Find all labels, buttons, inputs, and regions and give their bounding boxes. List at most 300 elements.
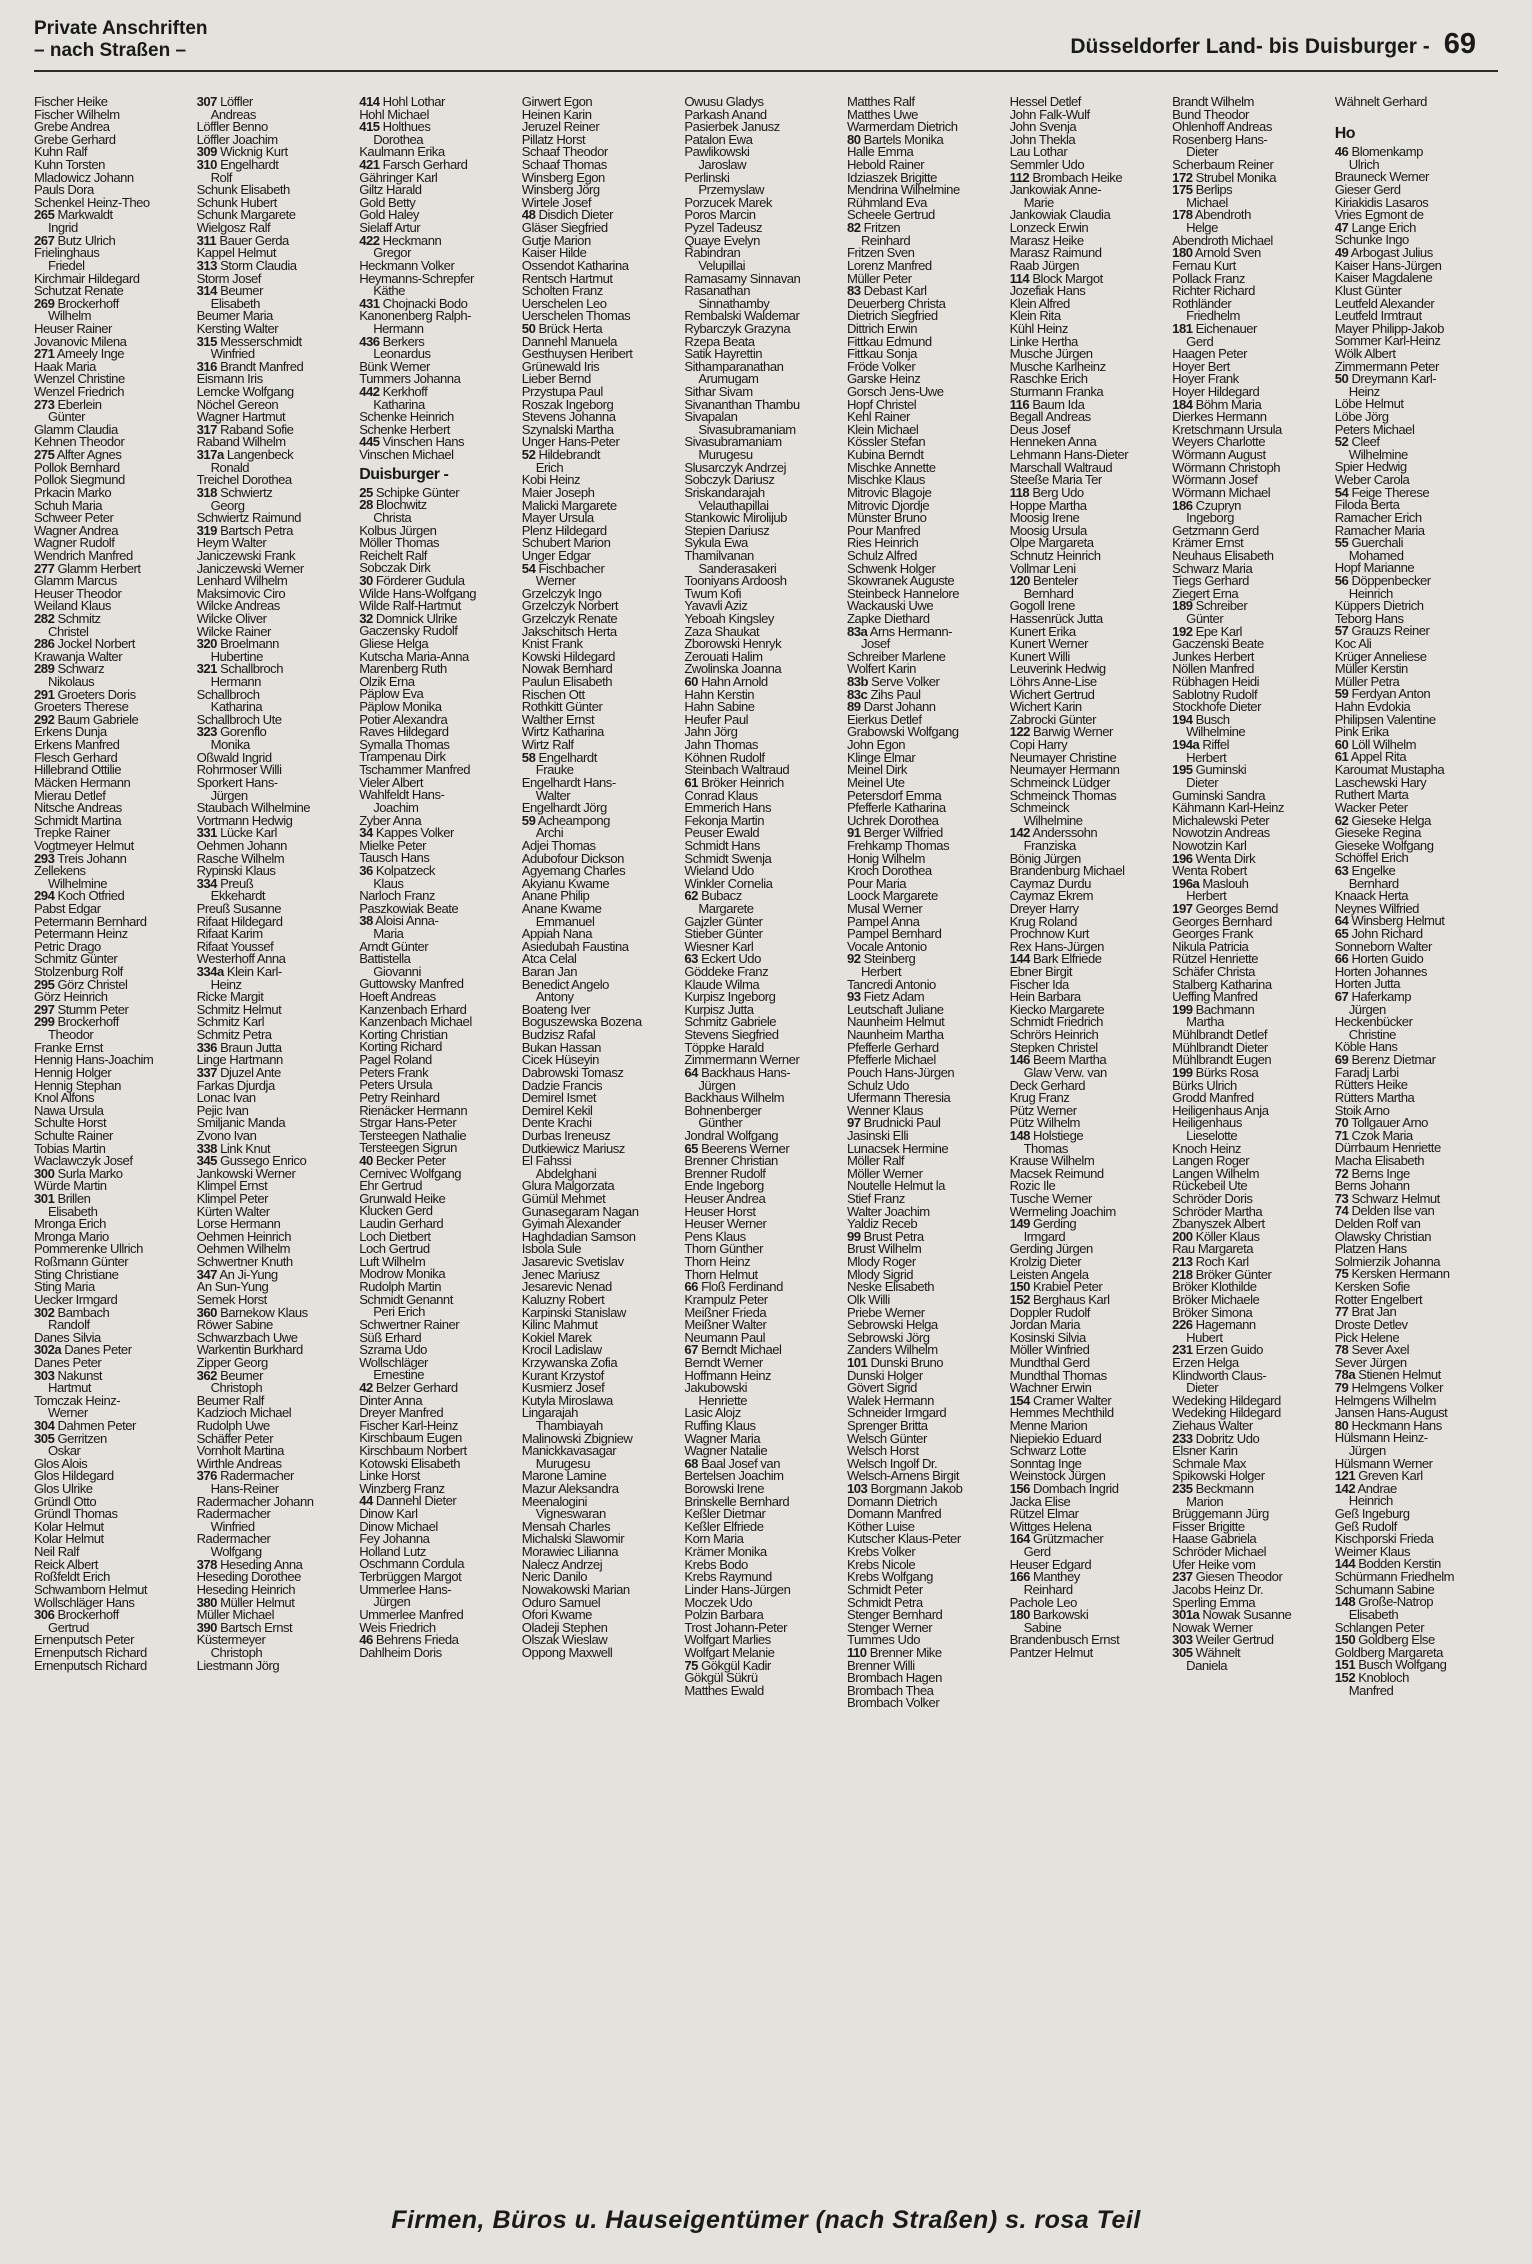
house-entry: 282 Schmitz [34,610,101,626]
entry-continuation: Manfred [1348,1682,1394,1698]
entry-continuation: Reinhard [1023,1581,1073,1597]
resident-entry: Nowak Bernhard [521,661,613,677]
entry-continuation: Velauthapillai [698,497,769,513]
directory-column [522,96,685,2181]
resident-entry: Ofori Kwame [521,1607,592,1623]
resident-entry: Schenkel Heinz-Theo [34,194,150,210]
resident-entry: Hohl Michael [359,106,429,122]
resident-entry: Wähnelt Gerhard [1334,96,1427,109]
house-entry: 50 Dreymann Karl- [1334,371,1437,387]
resident-entry: Storm Josef [196,270,261,286]
resident-entry: Löbe Jörg [1334,409,1389,425]
resident-entry: Wahlfeldt Hans- [359,787,445,803]
house-entry: 61 Appel Rita [1334,749,1407,765]
resident-entry: Nikula Patricia [1172,938,1249,954]
resident-entry: Eierkus Detlef [846,711,922,727]
resident-entry: Junkes Herbert [1172,648,1254,664]
resident-entry: Stenger Werner [846,1619,933,1635]
house-number: 172 [1172,169,1193,185]
resident-entry: Dierkes Hermann [1172,409,1267,425]
entry-continuation: Christa [373,509,412,525]
resident-entry: Semmler Udo [1009,157,1085,173]
resident-entry: Grebe Gerhard [34,131,116,147]
house-entry: 301a Nowak Susanne [1172,1607,1292,1623]
house-entry: 303 Nakunst [34,1367,103,1383]
resident-entry: Dreyer Manfred [359,1405,444,1421]
resident-entry: Löffler Joachim [196,131,278,147]
house-entry: 200 Köller Klaus [1172,1228,1260,1244]
resident-entry: Philipsen Valentine [1334,711,1436,727]
house-number: 110 [846,1644,867,1660]
house-number: 121 [1334,1468,1356,1484]
resident-entry: Rohrmoser Willi [196,762,282,778]
house-entry: 63 Engelke [1334,862,1396,878]
house-number: 314 [196,283,217,299]
entry-continuation: Murugesu [535,1455,591,1471]
resident-entry: Kunert Willi [1009,648,1070,664]
resident-entry: Richter Richard [1172,283,1255,299]
resident-entry: Naunheim Martha [846,1027,944,1043]
resident-entry: Weis Friedrich [359,1619,436,1635]
resident-entry: Quaye Evelyn [684,232,760,248]
house-number: 442 [359,384,380,400]
house-entry: 306 Brockerhoff [34,1607,119,1623]
resident-entry: Kobi Heinz [521,472,581,488]
resident-entry: Rienäcker Hermann [359,1102,468,1118]
house-entry: 54 Fischbacher [521,560,605,576]
resident-entry: Peters Ursula [359,1077,433,1093]
resident-entry: Winsberg Egon [521,169,605,185]
resident-entry: Nowak Werner [1172,1619,1253,1635]
house-entry: 267 Butz Ulrich [34,232,116,248]
house-entry: 302 Bambach [34,1304,110,1320]
resident-entry: Schulte Rainer [34,1127,113,1143]
resident-entry: Weimer Klaus [1334,1543,1411,1559]
resident-entry: Ernenputsch Richard [34,1657,147,1673]
resident-entry: Brombach Volker [846,1695,940,1711]
resident-entry: Hahn Evdokia [1334,699,1411,715]
entry-continuation: Hermann [373,320,424,336]
house-entry: 121 Greven Karl [1334,1468,1423,1484]
house-number: 310 [196,157,217,173]
house-number: 156 [1009,1481,1030,1497]
resident-entry: Dinow Karl [359,1506,418,1522]
resident-entry: Wachner Erwin [1009,1380,1092,1396]
resident-entry: Lingarajah [521,1405,578,1421]
entry-continuation: Jürgen [373,1594,411,1610]
house-number: 334 [196,875,217,891]
resident-entry: Vogtmeyer Helmut [34,837,134,853]
resident-entry: Schürmann Friedhelm [1334,1569,1455,1585]
resident-entry: Kadzioch Michael [196,1405,292,1421]
resident-entry: Dannehl Manuela [521,333,617,349]
house-number: 93 [846,989,861,1005]
house-number: 80 [1334,1417,1349,1433]
resident-entry: Welsch Günter [846,1430,927,1446]
resident-entry: Gümül Mehmet [521,1191,606,1207]
resident-entry: Tausch Hans [359,850,430,866]
house-number: 52 [521,447,536,463]
house-entry: 148 Große-Natrop [1334,1594,1434,1610]
house-entry: 334 Preuß [196,875,254,891]
house-entry: 181 Eichenauer [1172,320,1257,336]
entry-continuation: Gertrud [48,1619,89,1635]
resident-entry: Erkens Manfred [34,737,120,753]
resident-entry: Nawa Ursula [34,1102,104,1118]
resident-entry: Dunski Holger [846,1367,923,1383]
resident-entry: Brenner Rudolf [684,1165,766,1181]
house-number: 265 [34,207,55,223]
house-entry: 300 Surla Marko [34,1165,123,1181]
resident-entry: Neumann Paul [684,1329,765,1345]
resident-entry: Grzelczyk Ingo [521,585,602,601]
resident-entry: Hemmes Mechthild [1009,1405,1114,1421]
house-number: 65 [684,1140,698,1156]
resident-entry: Petersdorf Emma [846,787,942,803]
resident-entry: Kersting Walter [196,320,279,336]
entry-continuation: Heinz [1348,383,1380,399]
resident-entry: Winzberg Franz [359,1480,445,1496]
resident-entry: Mayer Ursula [521,510,594,526]
resident-entry: Agyemang Charles [521,863,626,879]
resident-entry: Gövert Sigrid [846,1380,917,1396]
resident-entry: Gesthuysen Heribert [521,346,633,362]
resident-entry: Adubofour Dickson [521,850,624,866]
entry-continuation: Dieter [1186,774,1219,790]
house-number: 301a [1172,1607,1200,1623]
entry-continuation: Hartmut [48,1380,92,1396]
resident-entry: Wirtele Josef [521,194,591,210]
resident-entry: Kunert Erika [1009,623,1076,639]
entry-continuation: Winfried [210,1518,255,1534]
resident-entry: Mierau Detlef [34,787,106,803]
resident-entry: Waclawczyk Josef [34,1153,133,1169]
resident-entry: Deus Josef [1009,421,1071,437]
house-number: 46 [359,1632,373,1648]
resident-entry: Yaldiz Receb [846,1216,918,1232]
resident-entry: Macha Elisabeth [1334,1152,1425,1168]
resident-entry: Kutscha Maria-Anna [359,648,469,664]
resident-entry: Gyimah Alexander [521,1216,621,1232]
resident-entry: Petermann Heinz [34,926,128,942]
entry-continuation: Werner [535,573,576,589]
resident-entry: Löhrs Anne-Lise [1009,674,1097,690]
resident-entry: Ummerlee Hans- [359,1581,452,1597]
entry-continuation: Reinhard [860,232,911,248]
house-number: 267 [34,232,55,248]
resident-entry: Filoda Berta [1334,497,1400,513]
street-range-title: Düsseldorfer Land- bis Duisburger - [1070,35,1430,58]
house-number: 65 [1334,926,1349,941]
entry-continuation: Abdelghani [535,1165,597,1181]
resident-entry: Eismann Iris [196,371,263,387]
resident-entry: Uchrek Dorothea [846,812,939,828]
house-entry: 75 Kersken Hermann [1334,1266,1450,1282]
resident-entry: Krebs Wolfgang [846,1569,933,1585]
resident-entry: Wolfert Karin [846,661,916,677]
resident-entry: Loch Gertrud [359,1241,430,1257]
resident-entry: Jasinski Elli [846,1127,909,1143]
entry-continuation: Gerd [1023,1544,1051,1560]
resident-entry: Mundthal Gerd [1009,1354,1090,1370]
resident-entry: Frehkamp Thomas [846,837,950,853]
resident-entry: Schunk Margarete [196,207,296,223]
resident-entry: Gaczensky Rudolf [359,623,458,639]
house-entry: 65 Beerens Werner [684,1140,790,1156]
resident-entry: Sebrowski Jörg [846,1329,930,1345]
resident-entry: Wichert Karin [1009,699,1082,715]
resident-entry: Mundthal Thomas [1009,1367,1107,1383]
resident-entry: Tomczak Heinz- [34,1392,121,1408]
house-number: 315 [196,333,217,349]
resident-entry: Stieber Günter [684,926,763,942]
entry-continuation: Nikolaus [48,674,95,690]
house-entry: 156 Dombach Ingrid [1009,1481,1119,1497]
house-entry: 70 Tollgauer Arno [1334,1115,1428,1131]
resident-entry: Rudolph Uwe [196,1417,270,1433]
house-entry: 91 Berger Wilfried [846,825,943,841]
resident-entry: Heinen Karin [521,106,592,122]
entry-continuation: Dieter [1186,1380,1219,1396]
house-entry: 120 Benteler [1009,573,1078,589]
resident-entry: Wendrich Manfred [34,547,133,563]
entry-continuation: Gregor [373,245,411,261]
resident-entry: Pütz Werner [1009,1102,1077,1118]
house-entry: 66 Horten Guido [1334,951,1424,967]
house-number: 295 [34,976,55,992]
resident-entry: Halle Emma [846,144,914,160]
resident-entry: Sperling Emma [1172,1594,1256,1610]
resident-entry: Wörmann Michael [1172,484,1271,500]
entry-continuation: Michael [1186,194,1228,210]
resident-entry: Danes Peter [34,1354,102,1370]
resident-entry: Fischer Heike [34,96,108,109]
resident-entry: Schmidt Friedrich [1009,1014,1103,1030]
entry-continuation: Ernestine [373,1367,425,1383]
house-entry: 49 Arbogast Julius [1334,245,1433,261]
entry-continuation: Hubert [1186,1329,1223,1345]
resident-entry: Küstermeyer [196,1632,266,1648]
resident-entry: Przystupa Paul [521,384,603,400]
house-number: 318 [196,484,217,500]
resident-entry: Mayer Philipp-Jakob [1334,320,1444,336]
entry-continuation: Giovanni [373,963,421,979]
resident-entry: Pawlikowski [684,144,750,160]
resident-entry: Marone Lamine [521,1468,607,1484]
resident-entry: Mühlbrandt Eugen [1172,1052,1272,1068]
resident-entry: Ramacher Maria [1334,522,1425,538]
house-entry: 148 Holstiege [1009,1127,1084,1143]
resident-entry: Weiland Klaus [34,598,111,614]
resident-entry: Wittges Helena [1009,1518,1092,1534]
resident-entry: Paszkowiak Beate [359,900,459,916]
resident-entry: Kroch Dorothea [846,863,932,879]
resident-entry: Pour Maria [846,875,907,891]
house-entry: 152 Berghaus Karl [1009,1291,1110,1307]
resident-entry: Haghdadian Samson [521,1228,636,1244]
resident-entry: Beumer Maria [196,308,273,324]
house-entry: 415 Holthues [359,119,431,135]
house-number: 75 [684,1657,698,1673]
resident-entry: Krebs Raymund [684,1569,772,1585]
house-entry: 65 John Richard [1334,926,1423,941]
house-number: 142 [1009,825,1030,841]
resident-entry: Leisten Angela [1009,1266,1089,1282]
resident-entry: Pommerenke Ullrich [34,1241,143,1257]
resident-entry: Rühmland Eva [846,194,927,210]
resident-entry: Roszak Ingeborg [521,396,614,412]
house-number: 73 [1334,1190,1349,1206]
resident-entry: Loch Dietbert [359,1228,431,1244]
resident-entry: Steeße Maria Ter [1009,472,1102,488]
resident-entry: Gorsch Jens-Uwe [846,384,944,400]
house-entry: 52 Hildebrandt [521,447,600,463]
house-number: 36 [359,862,373,878]
resident-entry: Schmidt Martina [34,812,122,828]
resident-entry: Thorn Heinz [684,1254,751,1270]
entry-continuation: Antony [535,989,574,1005]
resident-entry: Jahn Jörg [684,724,738,740]
house-number: 122 [1009,724,1030,740]
resident-entry: Pachole Leo [1009,1594,1077,1610]
resident-entry: Töppke Harald [684,1039,764,1055]
house-entry: 197 Georges Bernd [1172,901,1278,916]
resident-entry: Scheele Gertrud [846,207,935,223]
resident-entry: Sivasubramaniam [684,434,782,450]
resident-entry: Glos Alois [34,1455,88,1471]
house-entry: 56 Döppenbecker [1334,572,1431,588]
resident-entry: Krause Wilhelm [1009,1153,1095,1169]
resident-entry: Schwiertz Raimund [196,510,301,526]
resident-entry: Girwert Egon [521,96,593,109]
resident-entry: Berndt Werner [684,1354,763,1370]
resident-entry: Kusmierz Josef [521,1380,605,1396]
resident-entry: Korting Richard [359,1039,442,1055]
resident-entry: Schmitz Karl [196,1014,265,1030]
entry-continuation: Andreas [210,106,256,122]
resident-entry: Klein Alfred [1009,295,1070,311]
house-entry: 52 Cleef [1334,434,1380,450]
resident-entry: Stalberg Katharina [1172,976,1272,992]
house-entry: 55 Guerchali [1334,535,1404,551]
resident-entry: Kischporski Frieda [1334,1531,1434,1547]
house-entry: 80 Bartels Monika [846,131,944,147]
resident-entry: Janiczewski Frank [196,547,296,563]
resident-entry: Glura Malgorzata [521,1178,615,1194]
resident-entry: Heckenbücker [1334,1014,1413,1030]
resident-entry: Welsch-Arnens Birgit [846,1468,959,1484]
resident-entry: Schenke Heinrich [359,409,454,425]
resident-entry: Kaulmann Erika [359,144,445,160]
resident-entry: Schaaf Theodor [521,144,608,160]
house-entry: 442 Kerkhoff [359,384,428,400]
resident-entry: Fittkau Edmund [846,333,932,349]
house-number: 337 [196,1064,217,1080]
resident-entry: Perlinski [684,169,730,185]
resident-entry: Matthes Uwe [846,106,918,122]
house-entry: 83 Debast Karl [846,283,927,299]
resident-entry: Kokiel Marek [521,1329,592,1345]
resident-entry: Krämer Ernst [1172,535,1244,551]
resident-entry: Kretschmann Ursula [1172,421,1282,437]
house-number: 323 [196,724,217,740]
entry-continuation: Christine [1348,1026,1396,1042]
resident-entry: Krug Franz [1009,1090,1070,1106]
resident-entry: Mischke Klaus [846,472,925,488]
house-entry: 97 Brudnicki Paul [846,1115,941,1131]
house-number: 63 [684,951,698,967]
house-number: 376 [196,1468,217,1484]
street-heading: Duisburger - [359,465,449,483]
house-entry: 273 Eberlein [34,396,102,412]
resident-entry: Pütz Wilhelm [1009,1115,1080,1131]
resident-entry: Krüger Anneliese [1334,648,1427,664]
resident-entry: Knol Alfons [34,1090,95,1106]
house-entry: 50 Brück Herta [521,320,603,336]
entry-continuation: Heinz [210,976,242,992]
house-number: 321 [196,661,217,677]
resident-entry: Hoyer Frank [1172,371,1239,387]
resident-entry: Wolfgart Marlies [684,1632,771,1648]
entry-continuation: Franziska [1023,837,1076,853]
entry-continuation: Daniela [1186,1657,1228,1673]
entry-continuation: Jürgen [210,787,248,803]
house-number: 334a [196,964,224,980]
house-number: 89 [846,699,861,715]
resident-entry: Schwertner Rainer [359,1316,460,1332]
house-entry: 184 Böhm Maria [1172,396,1262,412]
entry-continuation: Heinrich [1348,585,1393,601]
resident-entry: Linke Horst [359,1468,420,1484]
resident-entry: Jacobs Heinz Dr. [1172,1581,1264,1597]
house-entry: 323 Gorenflo [196,724,267,740]
resident-entry: Rasche Wilhelm [196,850,285,866]
resident-entry: Langen Wilhelm [1172,1165,1260,1181]
resident-entry: Haase Gabriela [1172,1531,1257,1547]
resident-entry: Peuser Ewald [684,825,760,841]
house-number: 152 [1009,1291,1030,1307]
resident-entry: Wedeking Hildegard [1172,1405,1281,1421]
resident-entry: Nalecz Andrzej [521,1556,603,1572]
resident-entry: Sithar Sivam [684,384,753,400]
house-entry: 271 Ameely Inge [34,346,125,362]
resident-entry: Köble Hans [1334,1039,1398,1055]
resident-entry: Heiligenhaus Anja [1172,1102,1269,1118]
entry-continuation: Hubertine [210,648,263,664]
resident-entry: Radermacher [196,1531,271,1547]
house-entry: 237 Giesen Theodor [1172,1569,1283,1585]
house-entry: 118 Berg Udo [1009,484,1084,500]
resident-entry: Gähringer Karl [359,169,438,185]
resident-entry: Jordan Maria [1009,1317,1080,1333]
entry-continuation: Friedel [48,257,85,273]
resident-entry: Musche Jürgen [1009,346,1093,362]
resident-entry: Maier Joseph [521,484,595,500]
house-entry: 378 Heseding Anna [196,1556,303,1572]
resident-entry: Luft Wilhelm [359,1253,426,1269]
resident-entry: Gaczenski Beate [1172,636,1264,652]
resident-entry: Fischer Ida [1009,976,1069,992]
house-entry: 233 Dobritz Udo [1172,1430,1260,1446]
resident-entry: Radermacher [196,1506,271,1522]
house-entry: 178 Abendroth [1172,207,1251,223]
resident-entry: Zyber Anna [359,812,422,828]
entry-continuation: Dorothea [373,131,424,147]
house-entry: 164 Grützmacher [1009,1531,1104,1547]
resident-entry: Heuser Andrea [684,1191,766,1207]
resident-entry: Satik Hayrettin [684,346,763,362]
entry-continuation: Lieselotte [1186,1127,1238,1143]
